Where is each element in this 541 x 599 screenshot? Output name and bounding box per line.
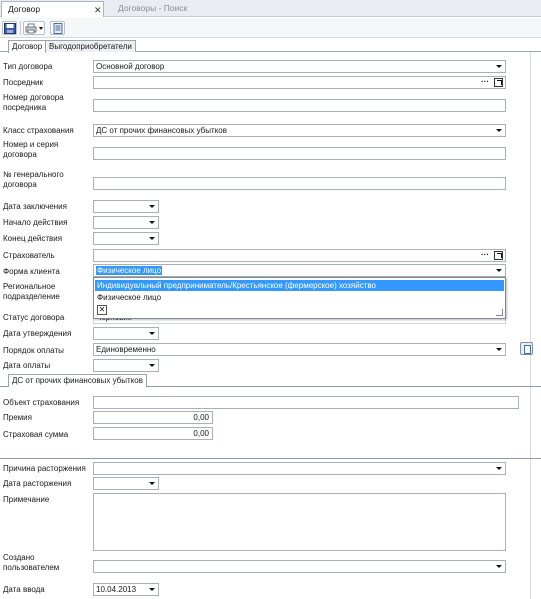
tab-contracts-search[interactable]: Договоры - Поиск	[118, 3, 188, 13]
open-link-icon[interactable]	[494, 251, 503, 260]
save-button[interactable]	[2, 21, 17, 35]
insurance-class-label: Класс страхования	[3, 126, 74, 135]
print-icon	[25, 23, 37, 34]
general-contract-label: № генерального договора	[3, 170, 64, 189]
subtab-contract[interactable]: Договор	[8, 40, 46, 53]
contract-number-label: Номер и серия договора	[3, 140, 59, 159]
approval-date-label: Дата утверждения	[3, 329, 72, 338]
start-date-label: Начало действия	[3, 218, 68, 227]
contract-type-value: Основной договор	[96, 62, 165, 71]
right-edge-line	[530, 52, 531, 599]
end-date-picker[interactable]	[93, 232, 159, 245]
created-by-label: Создано пользователем	[3, 553, 60, 572]
clear-icon[interactable]: ✕	[98, 305, 106, 314]
note-label: Примечание	[3, 495, 50, 504]
termination-date-picker[interactable]	[93, 477, 159, 490]
insurer-label: Страхователь	[3, 251, 55, 260]
insurance-class-value: ДС от прочих финансовых убытков	[96, 126, 227, 135]
chevron-down-icon	[496, 565, 502, 568]
chevron-down-icon	[496, 467, 502, 470]
client-form-select[interactable]	[93, 264, 506, 277]
contract-type-select[interactable]	[93, 60, 506, 73]
client-form-label: Форма клиента	[3, 267, 60, 276]
document-tab-strip	[0, 0, 541, 17]
chevron-down-icon	[149, 205, 155, 208]
created-by-select[interactable]	[93, 560, 506, 573]
chevron-down-icon	[496, 269, 502, 272]
chevron-down-icon	[496, 65, 502, 68]
regional-unit-label: Региональное подразделение	[3, 282, 60, 301]
client-form-dropdown	[93, 277, 506, 319]
close-icon[interactable]: ✕	[94, 5, 102, 15]
payment-order-select[interactable]	[93, 343, 506, 356]
intermediary-label: Посредник	[3, 78, 43, 87]
insured-sum-input[interactable]: 0,00	[93, 427, 213, 440]
insurer-field[interactable]	[93, 249, 506, 262]
toolbar	[0, 18, 541, 38]
intermediary-contract-input[interactable]	[93, 99, 506, 112]
contract-type-label: Тип договора	[3, 62, 53, 71]
document-button[interactable]	[50, 21, 65, 35]
approval-date-picker[interactable]	[93, 327, 159, 340]
toolbar-separator	[20, 21, 21, 35]
premium-input[interactable]: 0,00	[93, 411, 213, 424]
chevron-down-icon	[149, 364, 155, 367]
chevron-down-icon	[149, 482, 155, 485]
insured-sum-label: Страховая сумма	[3, 430, 69, 439]
conclusion-date-label: Дата заключения	[3, 202, 67, 211]
print-button[interactable]	[23, 21, 45, 35]
payment-order-value: Единовременно	[96, 345, 156, 354]
insurance-object-input[interactable]	[93, 396, 519, 409]
insurance-class-select[interactable]	[93, 124, 506, 137]
status-label: Статус договора	[3, 313, 65, 322]
subtab-beneficiaries[interactable]: Выгодоприобретатели	[45, 40, 136, 52]
chevron-down-icon	[496, 129, 502, 132]
chevron-down-icon	[149, 237, 155, 240]
save-icon	[4, 23, 16, 34]
intermediary-contract-label: Номер договора посредника	[3, 93, 64, 112]
payment-order-label: Порядок оплаты	[3, 346, 64, 355]
conclusion-date-picker[interactable]	[93, 200, 159, 213]
dropdown-option-individual[interactable]: Физическое лицо	[97, 293, 162, 302]
termination-reason-select[interactable]	[93, 462, 506, 475]
open-link-icon[interactable]	[494, 78, 503, 87]
general-contract-input[interactable]	[93, 177, 506, 190]
input-date-value: 10.04.2013	[96, 585, 137, 594]
document-icon	[52, 23, 64, 34]
section-tab-financial-losses[interactable]: ДС от прочих финансовых убытков	[8, 374, 147, 387]
dropdown-option-entrepreneur[interactable]: Индивидуальный предприниматель/Крестьянское (фермерское) хозяйство	[95, 280, 504, 291]
input-date-picker[interactable]	[93, 583, 159, 596]
termination-reason-label: Причина расторжения	[3, 464, 86, 473]
end-date-label: Конец действия	[3, 234, 63, 243]
contract-number-input[interactable]	[93, 147, 506, 160]
ellipsis-icon[interactable]: ···	[481, 77, 489, 86]
input-date-label: Дата ввода	[3, 585, 45, 594]
termination-date-label: Дата расторжения	[3, 479, 72, 488]
chevron-down-icon	[39, 27, 43, 30]
insurance-object-label: Объект страхования	[3, 398, 80, 407]
resize-grip-icon[interactable]	[496, 309, 503, 316]
bottom-divider	[0, 458, 541, 459]
chevron-down-icon	[496, 348, 502, 351]
chevron-down-icon	[149, 588, 155, 591]
premium-label: Премия	[3, 413, 32, 422]
chevron-down-icon	[149, 221, 155, 224]
ellipsis-icon[interactable]: ···	[481, 250, 489, 259]
start-date-picker[interactable]	[93, 216, 159, 229]
subtab-strip	[0, 38, 541, 52]
payment-date-label: Дата оплаты	[3, 361, 51, 370]
client-form-value: Физическое лицо	[97, 266, 162, 275]
tab-contract-label: Договор	[8, 4, 41, 14]
tab-contract[interactable]	[1, 1, 104, 17]
payment-date-picker[interactable]	[93, 359, 159, 372]
intermediary-field[interactable]	[93, 76, 506, 89]
note-textarea[interactable]	[93, 493, 506, 551]
chevron-down-icon	[149, 332, 155, 335]
calendar-icon[interactable]	[520, 342, 533, 355]
